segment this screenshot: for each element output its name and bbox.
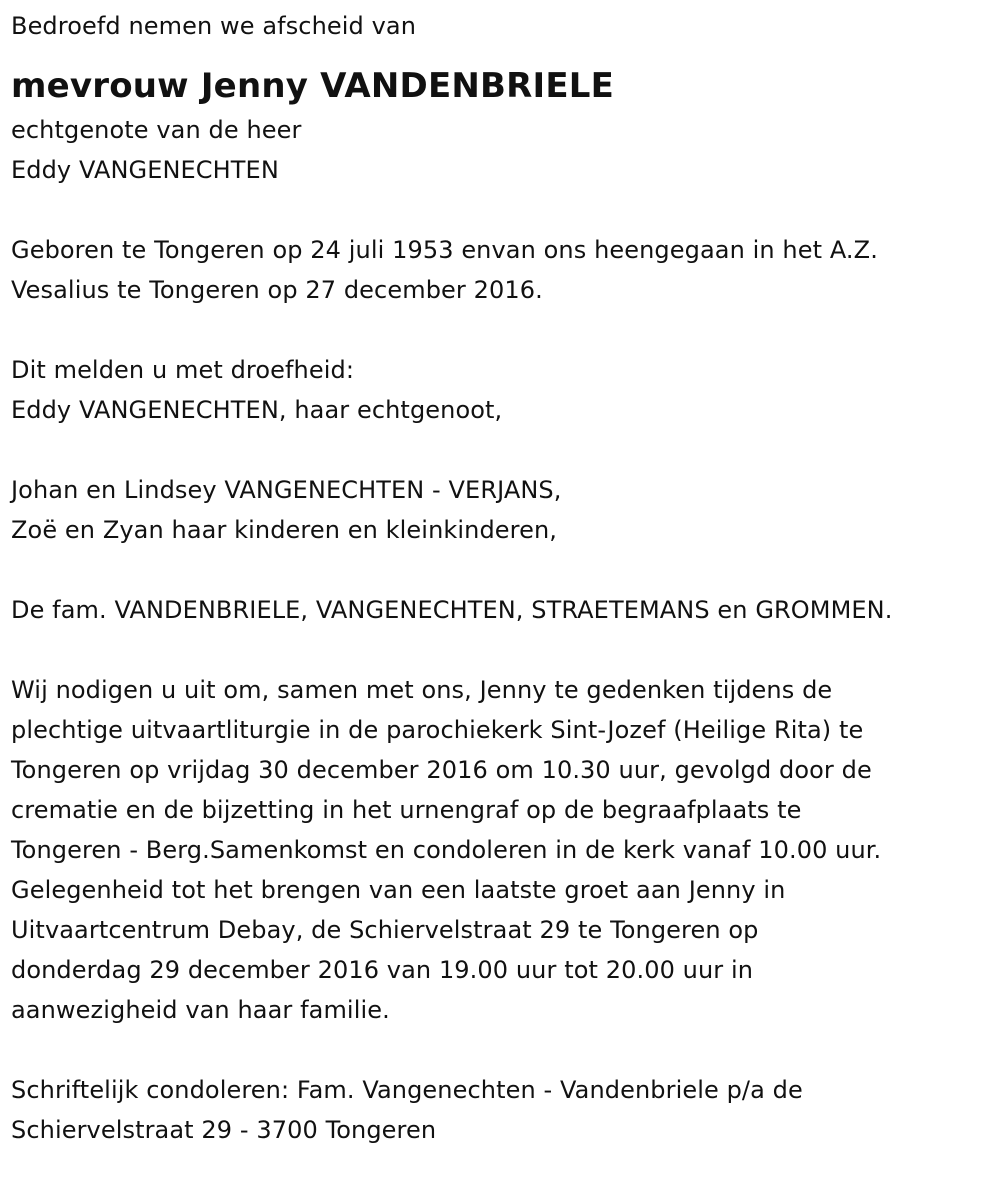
families-line: De fam. VANDENBRIELE, VANGENECHTEN, STRAETEMANS en GROMMEN. (11, 596, 893, 624)
spouse-line: Eddy VANGENECHTEN (11, 156, 279, 184)
children-line: Zoë en Zyan haar kinderen en kleinkinderen, (11, 516, 557, 544)
ceremony-line: Wij nodigen u uit om, samen met ons, Jenny te gedenken tijdens de (11, 676, 833, 704)
spouse-line: echtgenote van de heer (11, 116, 302, 144)
children-section (11, 470, 991, 550)
deceased-name: mevrouw Jenny VANDENBRIELE (11, 66, 615, 106)
ceremony-line: Tongeren op vrijdag 30 december 2016 om 10.30 uur, gevolgd door de (11, 756, 872, 784)
condolence-line: Schiervelstraat 29 - 3700 Tongeren (11, 1116, 437, 1144)
condolence-line: Schriftelijk condoleren: Fam. Vangenechten - Vandenbriele p/a de (11, 1076, 803, 1104)
mourners-line: Dit melden u met droefheid: (11, 356, 355, 384)
ceremony-section (11, 670, 991, 1030)
mourners-section (11, 350, 991, 430)
ceremony-line: crematie en de bijzetting in het urnengraf op de begraafplaats te (11, 796, 802, 824)
condolence-section (11, 1070, 991, 1150)
ceremony-line: aanwezigheid van haar familie. (11, 996, 390, 1024)
ceremony-line: Gelegenheid tot het brengen van een laatste groet aan Jenny in (11, 876, 786, 904)
children-line: Johan en Lindsey VANGENECHTEN - VERJANS, (11, 476, 562, 504)
birth-death-line: Geboren te Tongeren op 24 juli 1953 envan ons heengegaan in het A.Z. (11, 236, 878, 264)
mourners-line: Eddy VANGENECHTEN, haar echtgenoot, (11, 396, 503, 424)
intro-text: Bedroefd nemen we afscheid van (11, 12, 417, 40)
ceremony-line: Tongeren - Berg.Samenkomst en condoleren in de kerk vanaf 10.00 uur. (11, 836, 882, 864)
birth-death-section (11, 230, 991, 310)
birth-death-line: Vesalius te Tongeren op 27 december 2016. (11, 276, 543, 304)
ceremony-line: Uitvaartcentrum Debay, de Schiervelstraat 29 te Tongeren op (11, 916, 759, 944)
ceremony-line: plechtige uitvaartliturgie in de parochiekerk Sint-Jozef (Heilige Rita) te (11, 716, 864, 744)
ceremony-line: donderdag 29 december 2016 van 19.00 uur tot 20.00 uur in (11, 956, 754, 984)
spouse-section (11, 110, 991, 190)
obituary-notice (11, 6, 991, 1150)
